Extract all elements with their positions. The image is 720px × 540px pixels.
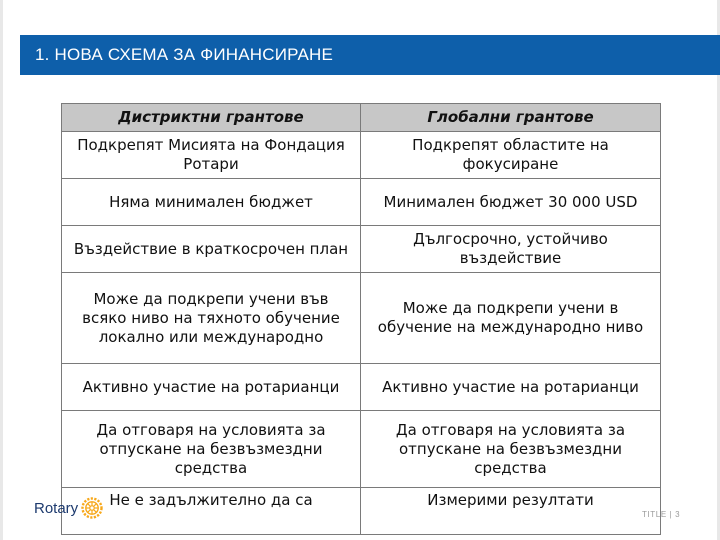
table-header-row	[62, 104, 661, 132]
table-cell: Може да подкрепи учени в обучение на международно ниво	[361, 273, 661, 364]
table-cell: Измерими резултати	[361, 488, 661, 535]
rotary-wheel-icon	[81, 497, 103, 519]
footer-separator: |	[669, 510, 673, 519]
rotary-logo	[34, 497, 103, 519]
header-district-grants: Дистриктни грантове	[62, 104, 361, 132]
table-cell: Дългосрочно, устойчиво въздействие	[361, 226, 661, 273]
table-cell: Може да подкрепи учени във всяко ниво на тяхното обучение локално или международно	[62, 273, 361, 364]
slide-title: 1. НОВА СХЕМА ЗА ФИНАНСИРАНЕ	[35, 45, 334, 64]
header-global-grants: Глобални грантове	[361, 104, 661, 132]
table-row	[62, 411, 661, 488]
table-row	[62, 179, 661, 226]
table-cell: Не е задължително да са	[62, 488, 361, 535]
table-row	[62, 273, 661, 364]
page-number: 3	[675, 510, 681, 519]
table-row	[62, 132, 661, 179]
slide-left-border	[0, 0, 3, 540]
table-cell: Подкрепят Мисията на Фондация Ротари	[62, 132, 361, 179]
table-cell: Няма минимален бюджет	[62, 179, 361, 226]
table-cell: Подкрепят областите на фокусиране	[361, 132, 661, 179]
table-cell: Активно участие на ротарианци	[361, 364, 661, 411]
table-cell: Да отговаря на условията за отпускане на безвъзмездни средства	[361, 411, 661, 488]
table-row	[62, 364, 661, 411]
slide-footer	[642, 510, 680, 519]
table-cell: Активно участие на ротарианци	[62, 364, 361, 411]
grants-comparison-table	[61, 103, 661, 535]
table-row	[62, 226, 661, 273]
table-row	[62, 488, 661, 535]
title-bar	[20, 35, 720, 75]
footer-label: TITLE	[642, 510, 667, 519]
table-cell: Въздействие в краткосрочен план	[62, 226, 361, 273]
table-cell: Да отговаря на условията за отпускане на безвъзмездни средства	[62, 411, 361, 488]
rotary-wordmark: Rotary	[34, 499, 79, 517]
table-cell: Минимален бюджет 30 000 USD	[361, 179, 661, 226]
